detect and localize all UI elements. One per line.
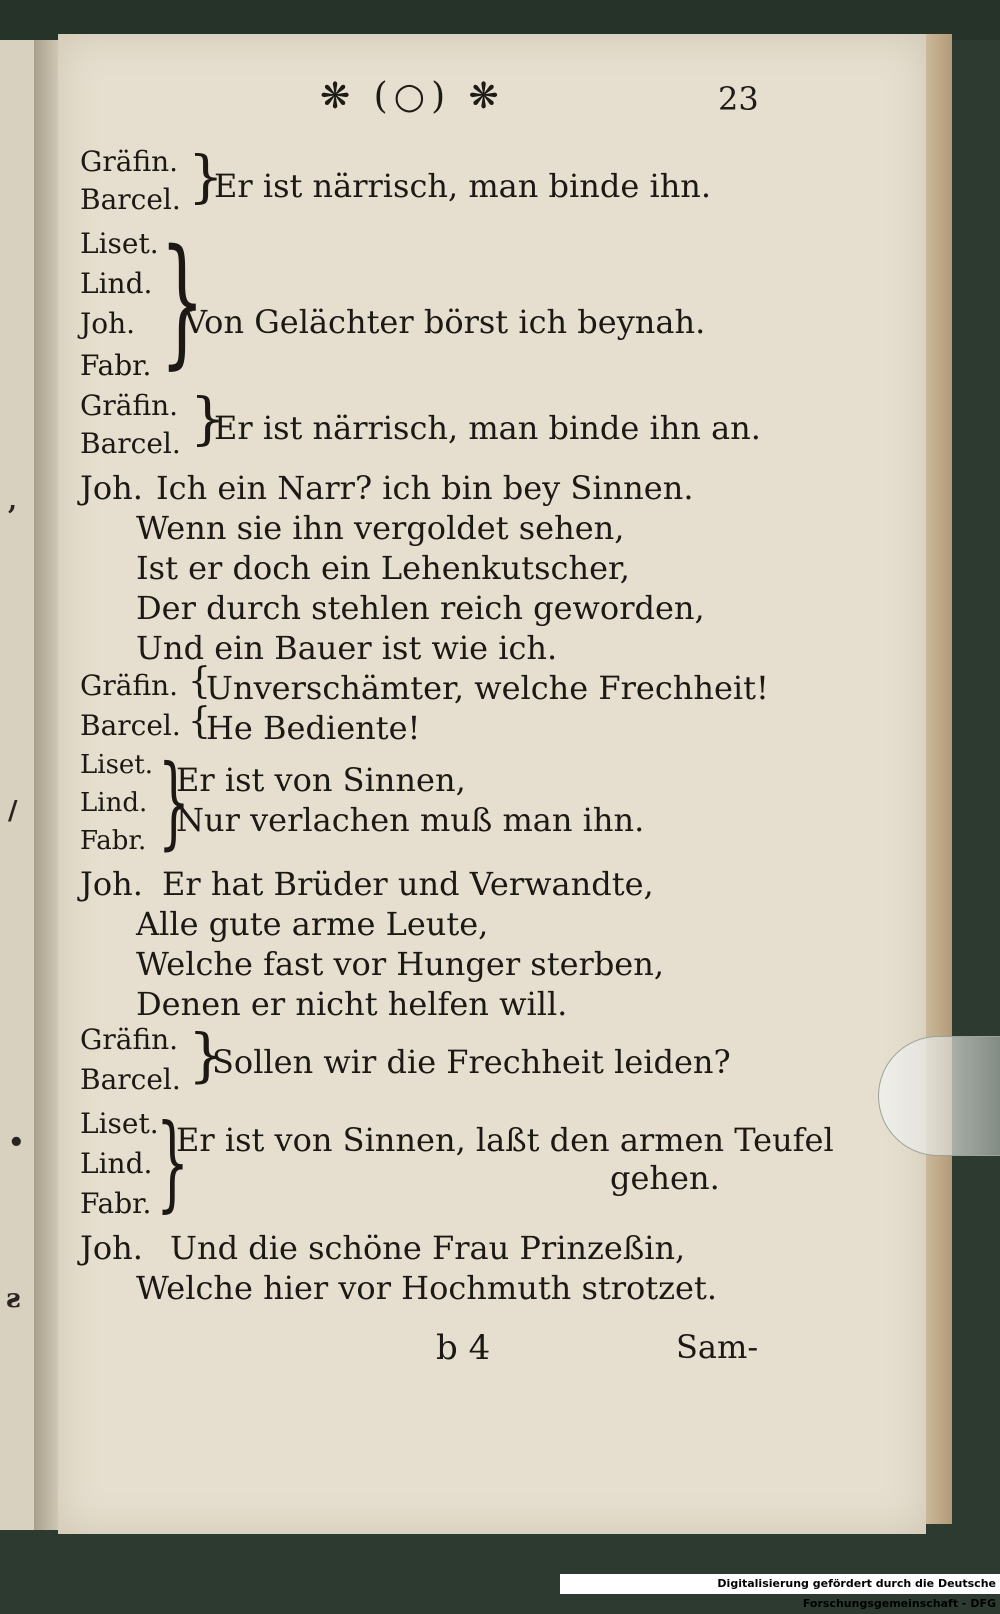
speaker-label: Barcel.: [80, 183, 181, 216]
verse-line: Er hat Brüder und Verwandte,: [162, 865, 654, 903]
brace-icon: }: [160, 220, 205, 383]
brace-icon: }: [190, 387, 226, 452]
page-edge: [926, 34, 952, 1524]
verse-line-continuation: gehen.: [610, 1159, 720, 1197]
verse-line: Sollen wir die Frechheit leiden?: [212, 1043, 731, 1081]
speaker-label: Barcel.: [80, 709, 181, 742]
brace-icon: }: [188, 1021, 225, 1089]
speaker-label: Joh.: [80, 865, 143, 903]
speaker-label: Gräfin.: [80, 1023, 179, 1056]
verse-line: Und ein Bauer ist wie ich.: [136, 629, 558, 667]
brace-icon: }: [158, 743, 190, 860]
speaker-label: Gräfin.: [80, 669, 179, 702]
verse-line: Der durch stehlen reich geworden,: [136, 589, 705, 627]
speaker-label: Joh.: [80, 469, 143, 507]
speaker-label: Fabr.: [80, 826, 147, 856]
facing-page-edge: [0, 40, 36, 1530]
speaker-label: Barcel.: [80, 1063, 181, 1096]
speaker-label: Gräfin.: [80, 389, 179, 422]
page-header-ornament: ❋ (○) ❋: [320, 76, 505, 117]
digitization-credit: Digitalisierung gefördert durch die Deutsche Forschungsgemeinschaft - DFG: [560, 1574, 1000, 1594]
speaker-label: Joh.: [80, 307, 136, 340]
verse-line: Er ist von Sinnen,: [176, 761, 466, 799]
verse-line: Er ist von Sinnen, laßt den armen Teufel: [176, 1121, 834, 1159]
verse-line: Wenn sie ihn vergoldet sehen,: [136, 509, 625, 547]
verse-line: Er ist närrisch, man binde ihn an.: [214, 409, 761, 447]
verse-line: He Bediente!: [206, 709, 421, 747]
brace-icon: {: [188, 701, 211, 742]
verse-line: Alle gute arme Leute,: [136, 905, 489, 943]
brace-icon: }: [156, 1101, 190, 1223]
margin-mark: /: [8, 796, 18, 826]
verse-line: Welche hier vor Hochmuth strotzet.: [136, 1269, 717, 1307]
brace-icon: {: [188, 661, 211, 702]
verse-line: Er ist närrisch, man binde ihn.: [214, 167, 712, 205]
verse-line: Unverschämter, welche Frechheit!: [206, 669, 769, 707]
speaker-label: Liset.: [80, 227, 159, 260]
speaker-label: Fabr.: [80, 1187, 152, 1220]
verse-line: Welche fast vor Hunger sterben,: [136, 945, 665, 983]
speaker-label: Fabr.: [80, 349, 152, 382]
page-number: 23: [718, 80, 759, 118]
speaker-label: Barcel.: [80, 427, 181, 460]
verse-line: Denen er nicht helfen will.: [136, 985, 568, 1023]
page-clip: [878, 1036, 1000, 1156]
speaker-label: Lind.: [80, 788, 148, 818]
verse-line: Von Gelächter börst ich beynah.: [184, 303, 706, 341]
brace-icon: }: [188, 145, 224, 210]
margin-mark: ,: [8, 486, 18, 516]
speaker-label: Joh.: [80, 1229, 143, 1267]
verse-line: Und die schöne Frau Prinzeßin,: [170, 1229, 686, 1267]
speaker-label: Lind.: [80, 267, 153, 300]
catchword: Sam-: [676, 1328, 759, 1366]
book-gutter: [34, 40, 58, 1530]
signature-mark: b 4: [436, 1328, 491, 1368]
margin-mark: •: [8, 1128, 25, 1158]
speaker-label: Lind.: [80, 1147, 153, 1180]
verse-line: Nur verlachen muß man ihn.: [176, 801, 645, 839]
margin-mark: ƨ: [6, 1284, 21, 1314]
speaker-label: Gräfin.: [80, 145, 179, 178]
verse-line: Ist er doch ein Lehenkutscher,: [136, 549, 630, 587]
speaker-label: Liset.: [80, 750, 154, 780]
speaker-label: Liset.: [80, 1107, 159, 1140]
verse-line: Ich ein Narr? ich bin bey Sinnen.: [156, 469, 694, 507]
